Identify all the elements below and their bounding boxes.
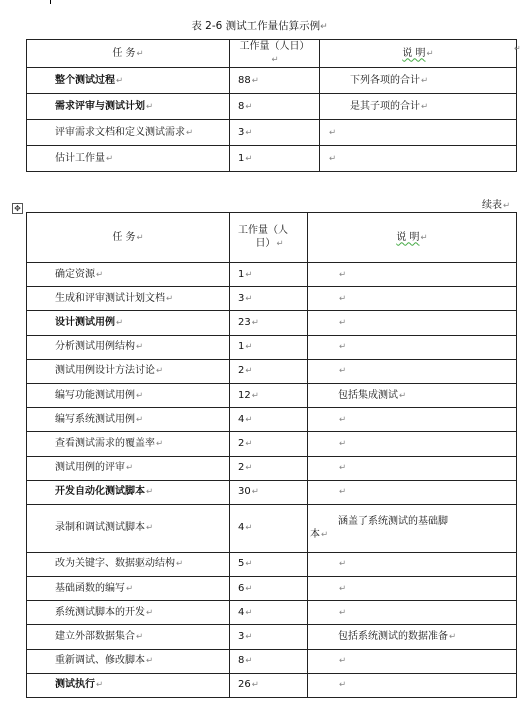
effort-cell: 3↵ [230,625,308,649]
note-cell: ↵ [308,263,517,287]
effort-cell: 1↵ [230,335,308,359]
note-cell: 包括集成测试↵ [308,383,517,407]
table-row [27,335,517,359]
header-note: 说 明↵ [320,40,517,68]
header-note: 说 明↵ [308,213,517,263]
note-cell: 下列各项的合计↵ [320,68,517,94]
note-cell: ↵ [308,480,517,504]
task-cell: 编写系统测试用例↵ [27,408,230,432]
table-row [27,577,517,601]
task-cell: 测试执行↵ [27,673,230,697]
note-cell: ↵ [320,146,517,172]
task-cell: 生成和评审测试计划文档↵ [27,287,230,311]
table-row [27,383,517,407]
note-cell: ↵ [308,311,517,335]
task-cell: 设计测试用例↵ [27,311,230,335]
note-cell: ↵ [308,601,517,625]
header-task: 任 务↵ [27,40,230,68]
effort-cell: 3↵ [230,120,320,146]
table-row [27,94,517,120]
note-cell: 是其子项的合计↵ [320,94,517,120]
table-row [27,649,517,673]
note-cell: ↵ [308,456,517,480]
table-row [27,408,517,432]
task-cell: 重新调试、修改脚本↵ [27,649,230,673]
effort-table-part2 [26,212,517,698]
effort-cell: 2↵ [230,432,308,456]
note-cell: ↵ [320,120,517,146]
table-row [27,432,517,456]
table-row [27,68,517,94]
effort-table-part1 [26,39,521,172]
note-cell: ↵ [308,359,517,383]
table-row [27,625,517,649]
header-task: 任 务↵ [27,213,230,263]
task-cell: 建立外部数据集合↵ [27,625,230,649]
table-row [27,456,517,480]
note-cell: ↵ [308,673,517,697]
task-cell: 测试用例设计方法讨论↵ [27,359,230,383]
effort-cell: 6↵ [230,577,308,601]
note-cell: ↵ [308,432,517,456]
note-cell: ↵ [308,287,517,311]
table-row [27,146,517,172]
table-row [27,359,517,383]
task-cell: 查看测试需求的覆盖率↵ [27,432,230,456]
effort-cell: 3↵ [230,287,308,311]
table-row [27,120,517,146]
table-row [27,480,517,504]
note-cell-line: 本↵ [310,528,329,540]
task-cell: 录制和调试测试脚本↵ [27,504,230,552]
table-row [27,504,517,552]
caption-text: 表 2-6 测试工作量估算示例 [191,20,321,32]
row-end-mark: ↵ [514,44,521,53]
task-cell: 基础函数的编写↵ [27,577,230,601]
note-cell: ↵ [308,408,517,432]
note-cell [308,504,517,552]
note-cell-line: 涵盖了系统测试的基础脚 [338,515,448,527]
task-cell: 需求评审与测试计划↵ [27,94,230,120]
task-cell: 系统测试脚本的开发↵ [27,601,230,625]
task-cell: 评审需求文档和定义测试需求↵ [27,120,230,146]
table-caption [0,18,519,33]
note-cell: ↵ [308,335,517,359]
table-row [27,263,517,287]
table-row [27,601,517,625]
effort-cell: 1↵ [230,263,308,287]
effort-cell: 2↵ [230,456,308,480]
task-cell: 开发自动化测试脚本↵ [27,480,230,504]
continued-label: 续表↵ [482,200,511,211]
effort-cell: 26↵ [230,673,308,697]
table-row [27,287,517,311]
effort-cell: 8↵ [230,94,320,120]
effort-cell: 12↵ [230,383,308,407]
table-move-handle-icon[interactable]: ✥ [12,203,23,214]
effort-cell: 23↵ [230,311,308,335]
task-cell: 估计工作量↵ [27,146,230,172]
note-cell: ↵ [308,552,517,576]
text-cursor [50,0,51,4]
task-cell: 整个测试过程↵ [27,68,230,94]
task-cell: 测试用例的评审↵ [27,456,230,480]
table-row [27,311,517,335]
effort-cell: 4↵ [230,601,308,625]
header-effort: 工作量（人 日）↵ [230,213,308,263]
table-header-row [27,40,517,68]
effort-cell: 4↵ [230,504,308,552]
effort-cell: 4↵ [230,408,308,432]
effort-cell: 5↵ [230,552,308,576]
task-cell: 确定资源↵ [27,263,230,287]
effort-cell: 2↵ [230,359,308,383]
effort-cell: 1↵ [230,146,320,172]
table-row [27,673,517,697]
header-effort: 工作量（人日）↵ [230,40,320,68]
effort-cell: 30↵ [230,480,308,504]
table-row [27,552,517,576]
note-cell: ↵ [308,577,517,601]
paragraph-mark: ↵ [320,22,328,32]
note-cell: 包括系统测试的数据准备↵ [308,625,517,649]
effort-cell: 88↵ [230,68,320,94]
table-header-row [27,213,517,263]
task-cell: 改为关键字、数据驱动结构↵ [27,552,230,576]
note-cell: ↵ [308,649,517,673]
effort-cell: 8↵ [230,649,308,673]
task-cell: 分析测试用例结构↵ [27,335,230,359]
task-cell: 编写功能测试用例↵ [27,383,230,407]
